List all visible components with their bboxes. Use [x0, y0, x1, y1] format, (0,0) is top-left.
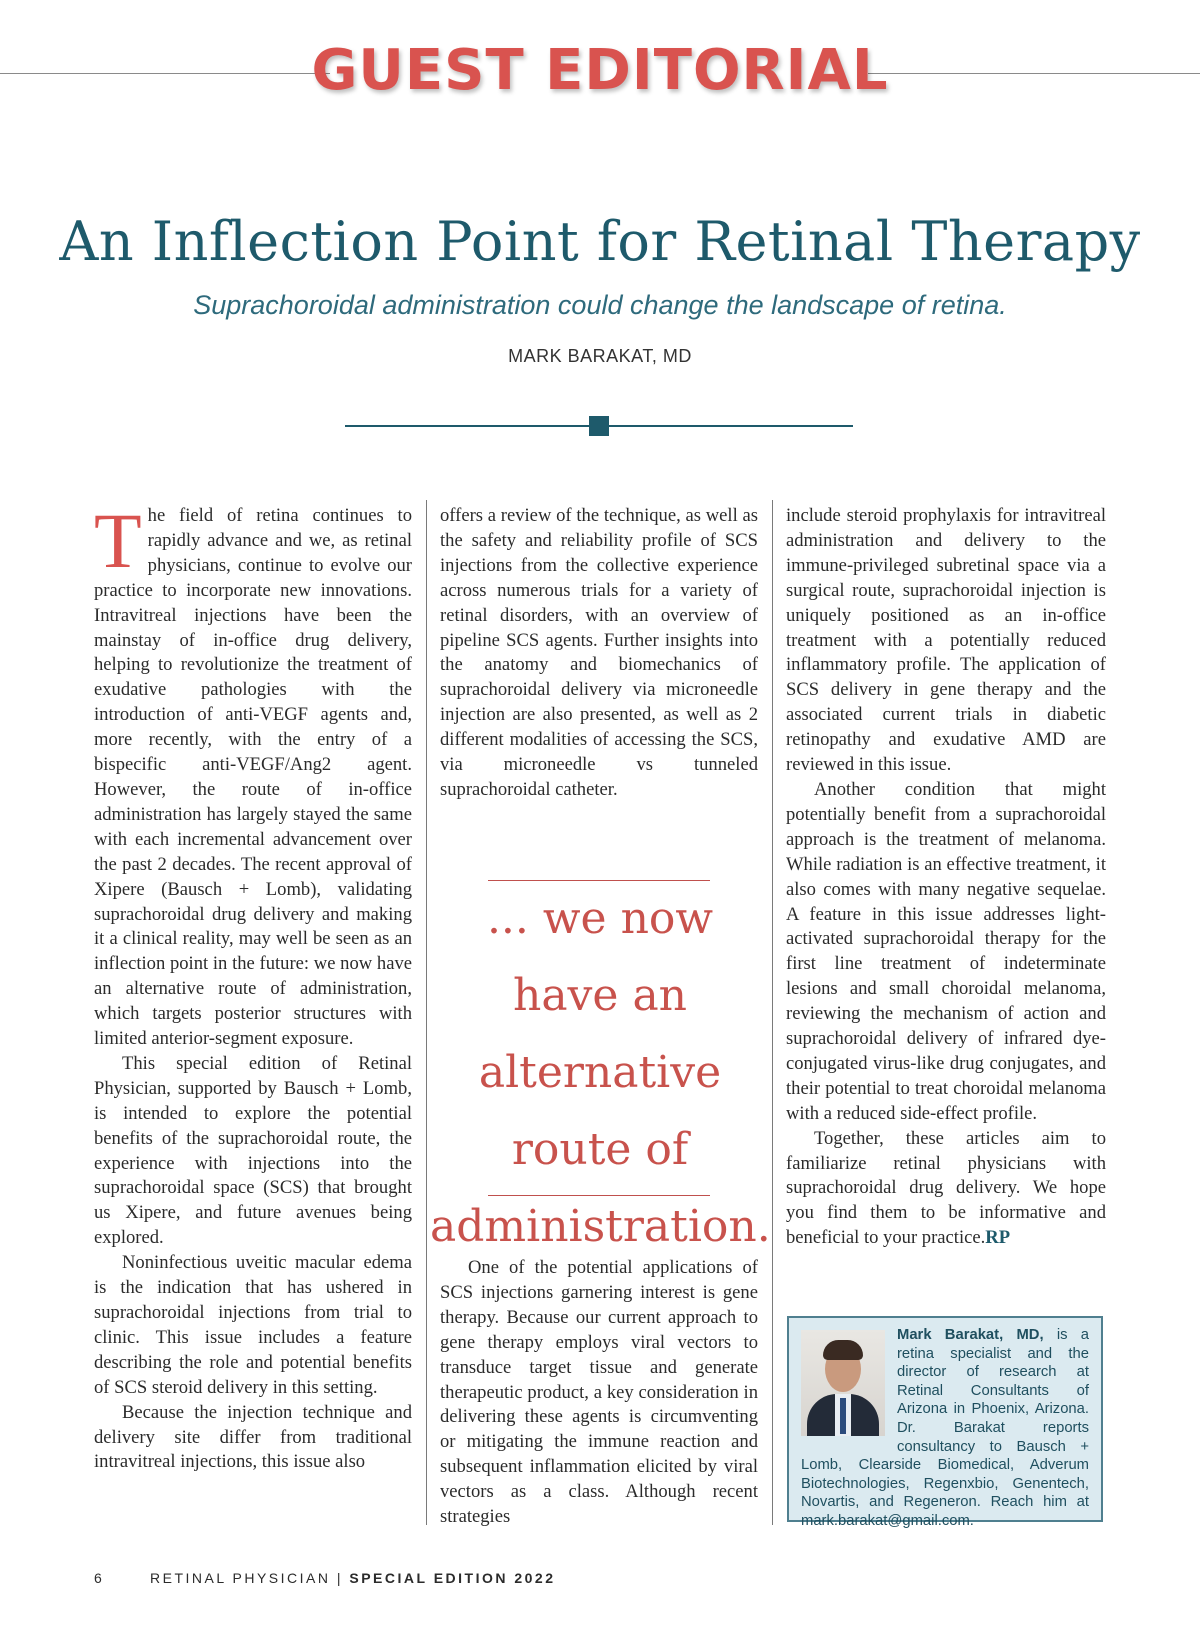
pull-quote-rule-bottom: [488, 1195, 710, 1196]
article-column-1: [94, 497, 412, 1475]
page-number: 6: [94, 1570, 102, 1586]
article-subhead: Suprachoroidal administration could change the landscape of retina.: [193, 290, 1007, 320]
drop-cap: T: [94, 497, 142, 584]
section-title: GUEST EDITORIAL: [311, 38, 889, 103]
edition-label: SPECIAL EDITION 2022: [349, 1570, 556, 1586]
publication-name: RETINAL PHYSICIAN |: [150, 1570, 350, 1586]
column-rule-1: [426, 500, 427, 1525]
page-footer: [94, 1570, 556, 1586]
author-bio: [801, 1326, 1089, 1531]
body-paragraph: [786, 1127, 1106, 1252]
author-bio-text: is a retina specialist and the director of research at Retinal Consultants of Arizona in Phoenix, Arizona. Dr. Barakat reports consultancy to Bausch + Lomb, Clearside Biomedical, Adverum Biotechnologies, Regenxbio, Genentech, Novartis, and Regeneron. Reach him at mark.barakat@gmail.com.: [801, 1327, 1089, 1529]
ornament-square: [589, 416, 609, 436]
article-column-2-bottom: [440, 1256, 758, 1530]
body-paragraph: Because the injection technique and delivery site differ from traditional intravitreal injections, this issue also: [94, 1401, 412, 1473]
article-byline: MARK BARAKAT, MD: [508, 346, 692, 366]
article-column-3: [786, 504, 1106, 1251]
body-paragraph: Another condition that might potentially benefit from a suprachoroidal approach is the treatment of melanoma. While radiation is an effective treatment, it also comes with many negative sequelae. A feature in this issue addresses light-activated suprachoroidal therapy for the first line treatment of indeterminate lesions and small choroidal melanoma, reviewing the mechanism of action and suprachoroidal delivery of infrared dye-conjugated virus-like drug conjugates, and their potential to treat choroidal melanoma with a reduced side-effect profile.: [786, 778, 1106, 1124]
author-bio-box: [787, 1316, 1103, 1529]
body-paragraph: One of the potential applications of SCS injections garnering interest is gene therapy. Because our current approach to gene therapy employs viral vectors to transduce target tissue and generate therapeutic product, a key consideration in delivering these agents is circumventing or mitigating the immune reaction and subsequent inflammation elicited by viral vectors as a class. Although recent strategies: [440, 1257, 758, 1528]
pull-quote: ... we now have an alternative route of administration.: [430, 893, 771, 1252]
body-paragraph: [94, 497, 412, 1052]
end-mark: RP: [985, 1227, 1011, 1249]
author-name: Mark Barakat, MD,: [897, 1327, 1044, 1343]
body-paragraph: Noninfectious uveitic macular edema is the indication that has ushered in suprachoroidal injections from trial to clinic. This issue includes a feature describing the role and potential benefits of SCS steroid delivery in this setting.: [94, 1252, 412, 1398]
article-column-2-top: [440, 504, 758, 803]
body-text: Together, these articles aim to familiarize retinal physicians with suprachoroidal drug delivery. We hope you find them to be informative and beneficial to your practice.: [786, 1127, 1106, 1249]
article-headline: An Inflection Point for Retinal Therapy: [59, 210, 1141, 273]
body-paragraph: include steroid prophylaxis for intravitreal administration and delivery to the immune-privileged subretinal space via a surgical route, suprachoroidal injection is uniquely positioned as an in-office treatment with a potentially reduced inflammatory profile. The application of SCS delivery in gene therapy and the associated current trials in diabetic retinopathy and exudative AMD are reviewed in this issue.: [786, 505, 1106, 776]
body-text: he field of retina continues to rapidly advance and we, as retinal physicians, continue to evolve our practice to incorporate new innovations. Intravitreal injections have been the mainstay of in-office drug delivery, helping to revolutionize the treatment of exudative pathologies with the introduction of anti-VEGF agents and, more recently, with the entry of a bispecific anti-VEGF/Ang2 agent. However, the route of in-office administration has largely stayed the same with each incremental advancement over the past 2 decades. The recent approval of Xipere (Bausch + Lomb), validating suprachoroidal drug delivery and making it a clinical reality, may well be seen as an inflection point in the future: we now have an alternative route of administration, which targets posterior structures with limited anterior-segment exposure.: [94, 505, 412, 1050]
body-paragraph: offers a review of the technique, as well as the safety and reliability profile of SCS injections from the collective experience across numerous trials for a variety of retinal disorders, with an overview of pipeline SCS agents. Further insights into the anatomy and biomechanics of suprachoroidal delivery via microneedle injection are also presented, as well as 2 different modalities of accessing the SCS, via microneedle vs tunneled suprachoroidal catheter.: [440, 505, 758, 800]
body-paragraph: This special edition of Retinal Physician, supported by Bausch + Lomb, is intended to explore the potential benefits of the suprachoroidal route, the experience with injections into the suprachoroidal space (SCS) that brought us Xipere, and future avenues being explored.: [94, 1052, 412, 1249]
column-rule-2: [772, 500, 773, 1525]
